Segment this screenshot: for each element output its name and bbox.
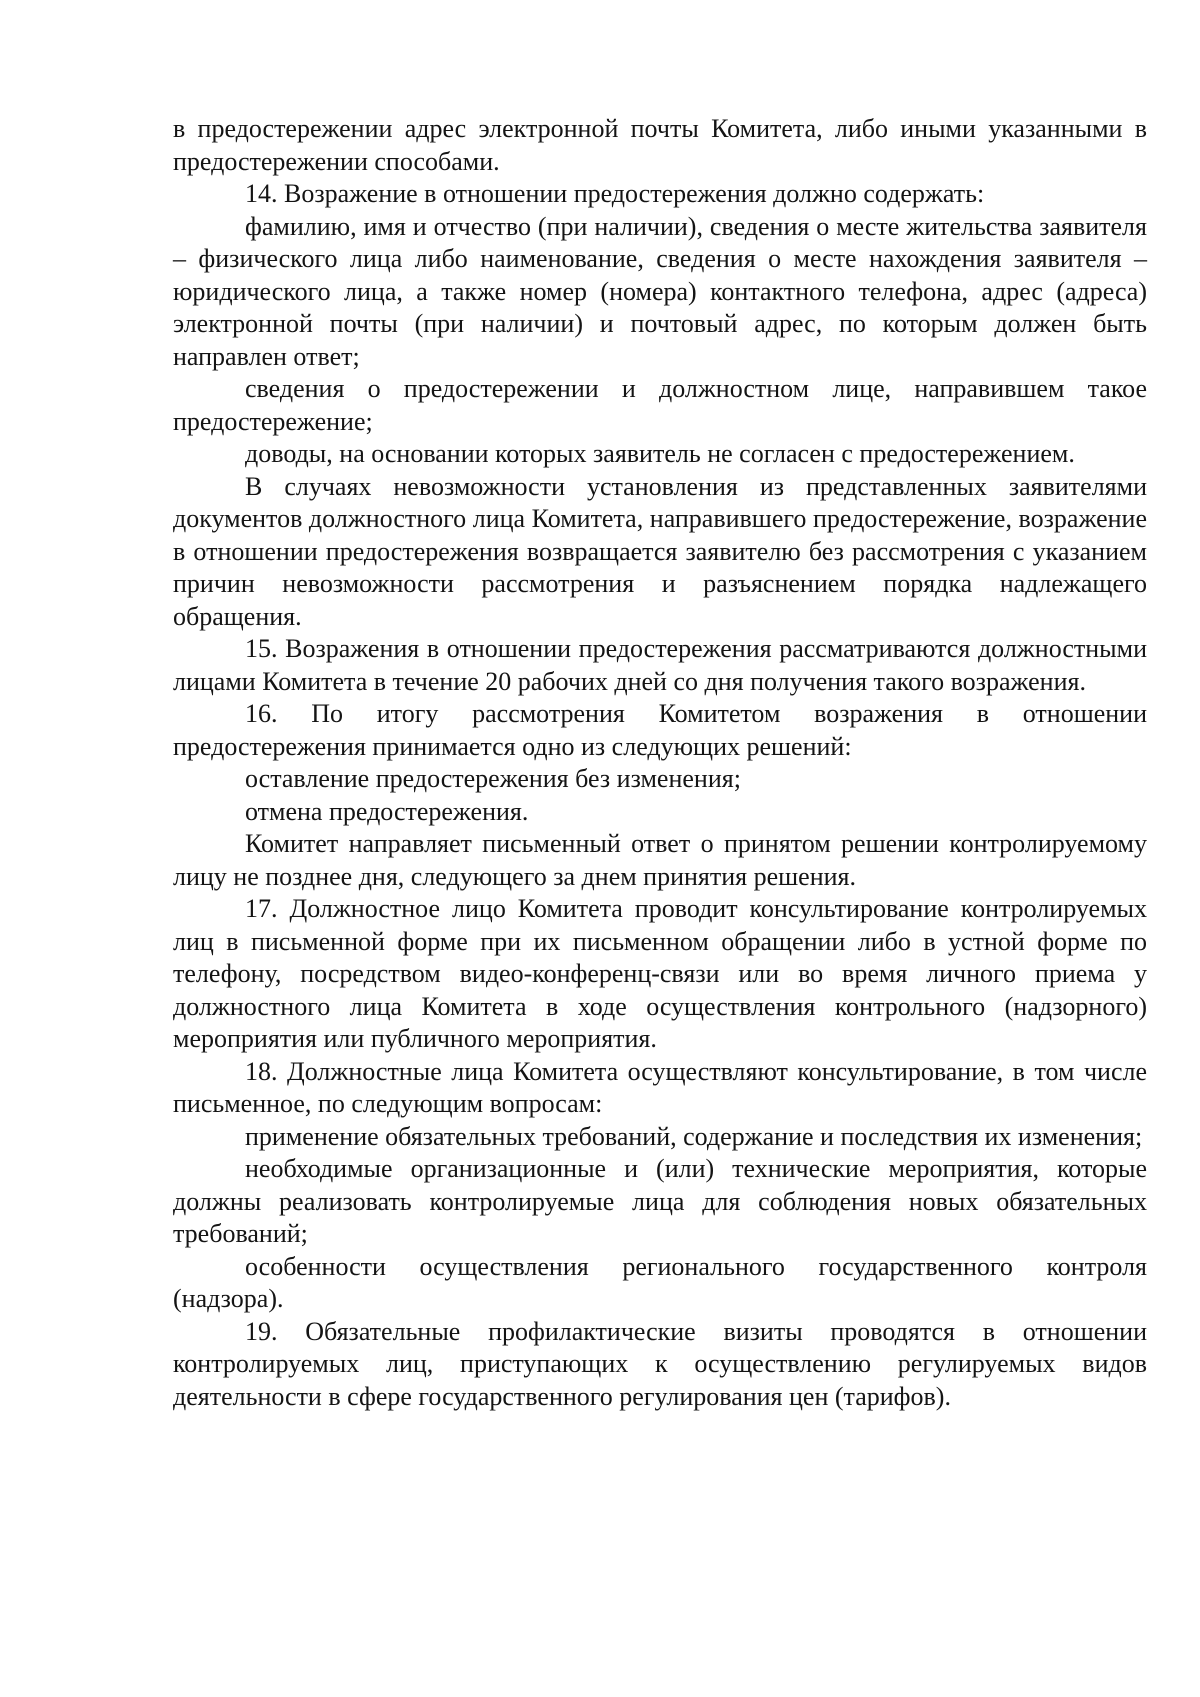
paragraph: отмена предостережения. [245, 796, 529, 826]
paragraph: 16. По итогу рассмотрения Комитетом возражения в отношении предостережения принимается одно из следующих решений: [173, 699, 1147, 761]
paragraph: применение обязательных требований, содержание и последствия их изменения; [245, 1121, 1143, 1151]
paragraph: необходимые организационные и (или) технические мероприятия, которые должны реализовать контролируемые лица для соблюдения новых обязательных требований; [173, 1154, 1147, 1248]
paragraph: оставление предостережения без изменения; [245, 764, 741, 793]
paragraph: сведения о предостережении и должностном лице, направившем такое предостережение; [173, 374, 1147, 436]
paragraph: Комитет направляет письменный ответ о принятом решении контролируемому лицу не позднее дня, следующего за днем принятия решения. [173, 829, 1147, 891]
paragraph: особенности осуществления регионального государственного контроля (надзора). [173, 1251, 1147, 1313]
paragraph: В случаях невозможности установления из представленных заявителями документов должностного лица Комитета, направившего предостережение, возражение в отношении предостережения возвращается заявителю без рассмотрения с указанием причин невозможности рассмотрения и разъяснением порядка надлежащего обращения. [173, 471, 1147, 631]
paragraph: 19. Обязательные профилактические визиты проводятся в отношении контролируемых лиц, приступающих к осуществлению регулируемых видов деятельности в сфере государственного регулирования цен (тарифов). [173, 1316, 1147, 1411]
paragraph: 14. Возражение в отношении предостережения должно содержать: [245, 179, 985, 208]
paragraph: 18. Должностные лица Комитета осуществляют консультирование, в том числе письменное, по следующим вопросам: [173, 1056, 1147, 1118]
paragraph: доводы, на основании которых заявитель не согласен с предостережением. [245, 439, 1075, 468]
paragraph: фамилию, имя и отчество (при наличии), сведения о месте жительства заявителя – физического лица либо наименование, сведения о месте нахождения заявителя – юридического лица, а также номер (номера) контактного телефона, адрес (адреса) электронной почты (при наличии) и почтовый адрес, по которым должен быть направлен ответ; [173, 211, 1147, 371]
paragraph: 15. Возражения в отношении предостережения рассматриваются должностными лицами Комитета в течение 20 рабочих дней со дня получения такого возражения. [173, 634, 1147, 696]
paragraph: в предостережении адрес электронной почты Комитета, либо иными указанными в предостережении способами. [173, 114, 1147, 176]
paragraph: 17. Должностное лицо Комитета проводит консультирование контролируемых лиц в письменной форме при их письменном обращении либо в устной форме по телефону, посредством видео-конференц-связи или во время личного приема у должностного лица Комитета в ходе осуществления контрольного (надзорного) мероприятия или публичного мероприятия. [173, 894, 1147, 1053]
document-page [173, 113, 1147, 1413]
